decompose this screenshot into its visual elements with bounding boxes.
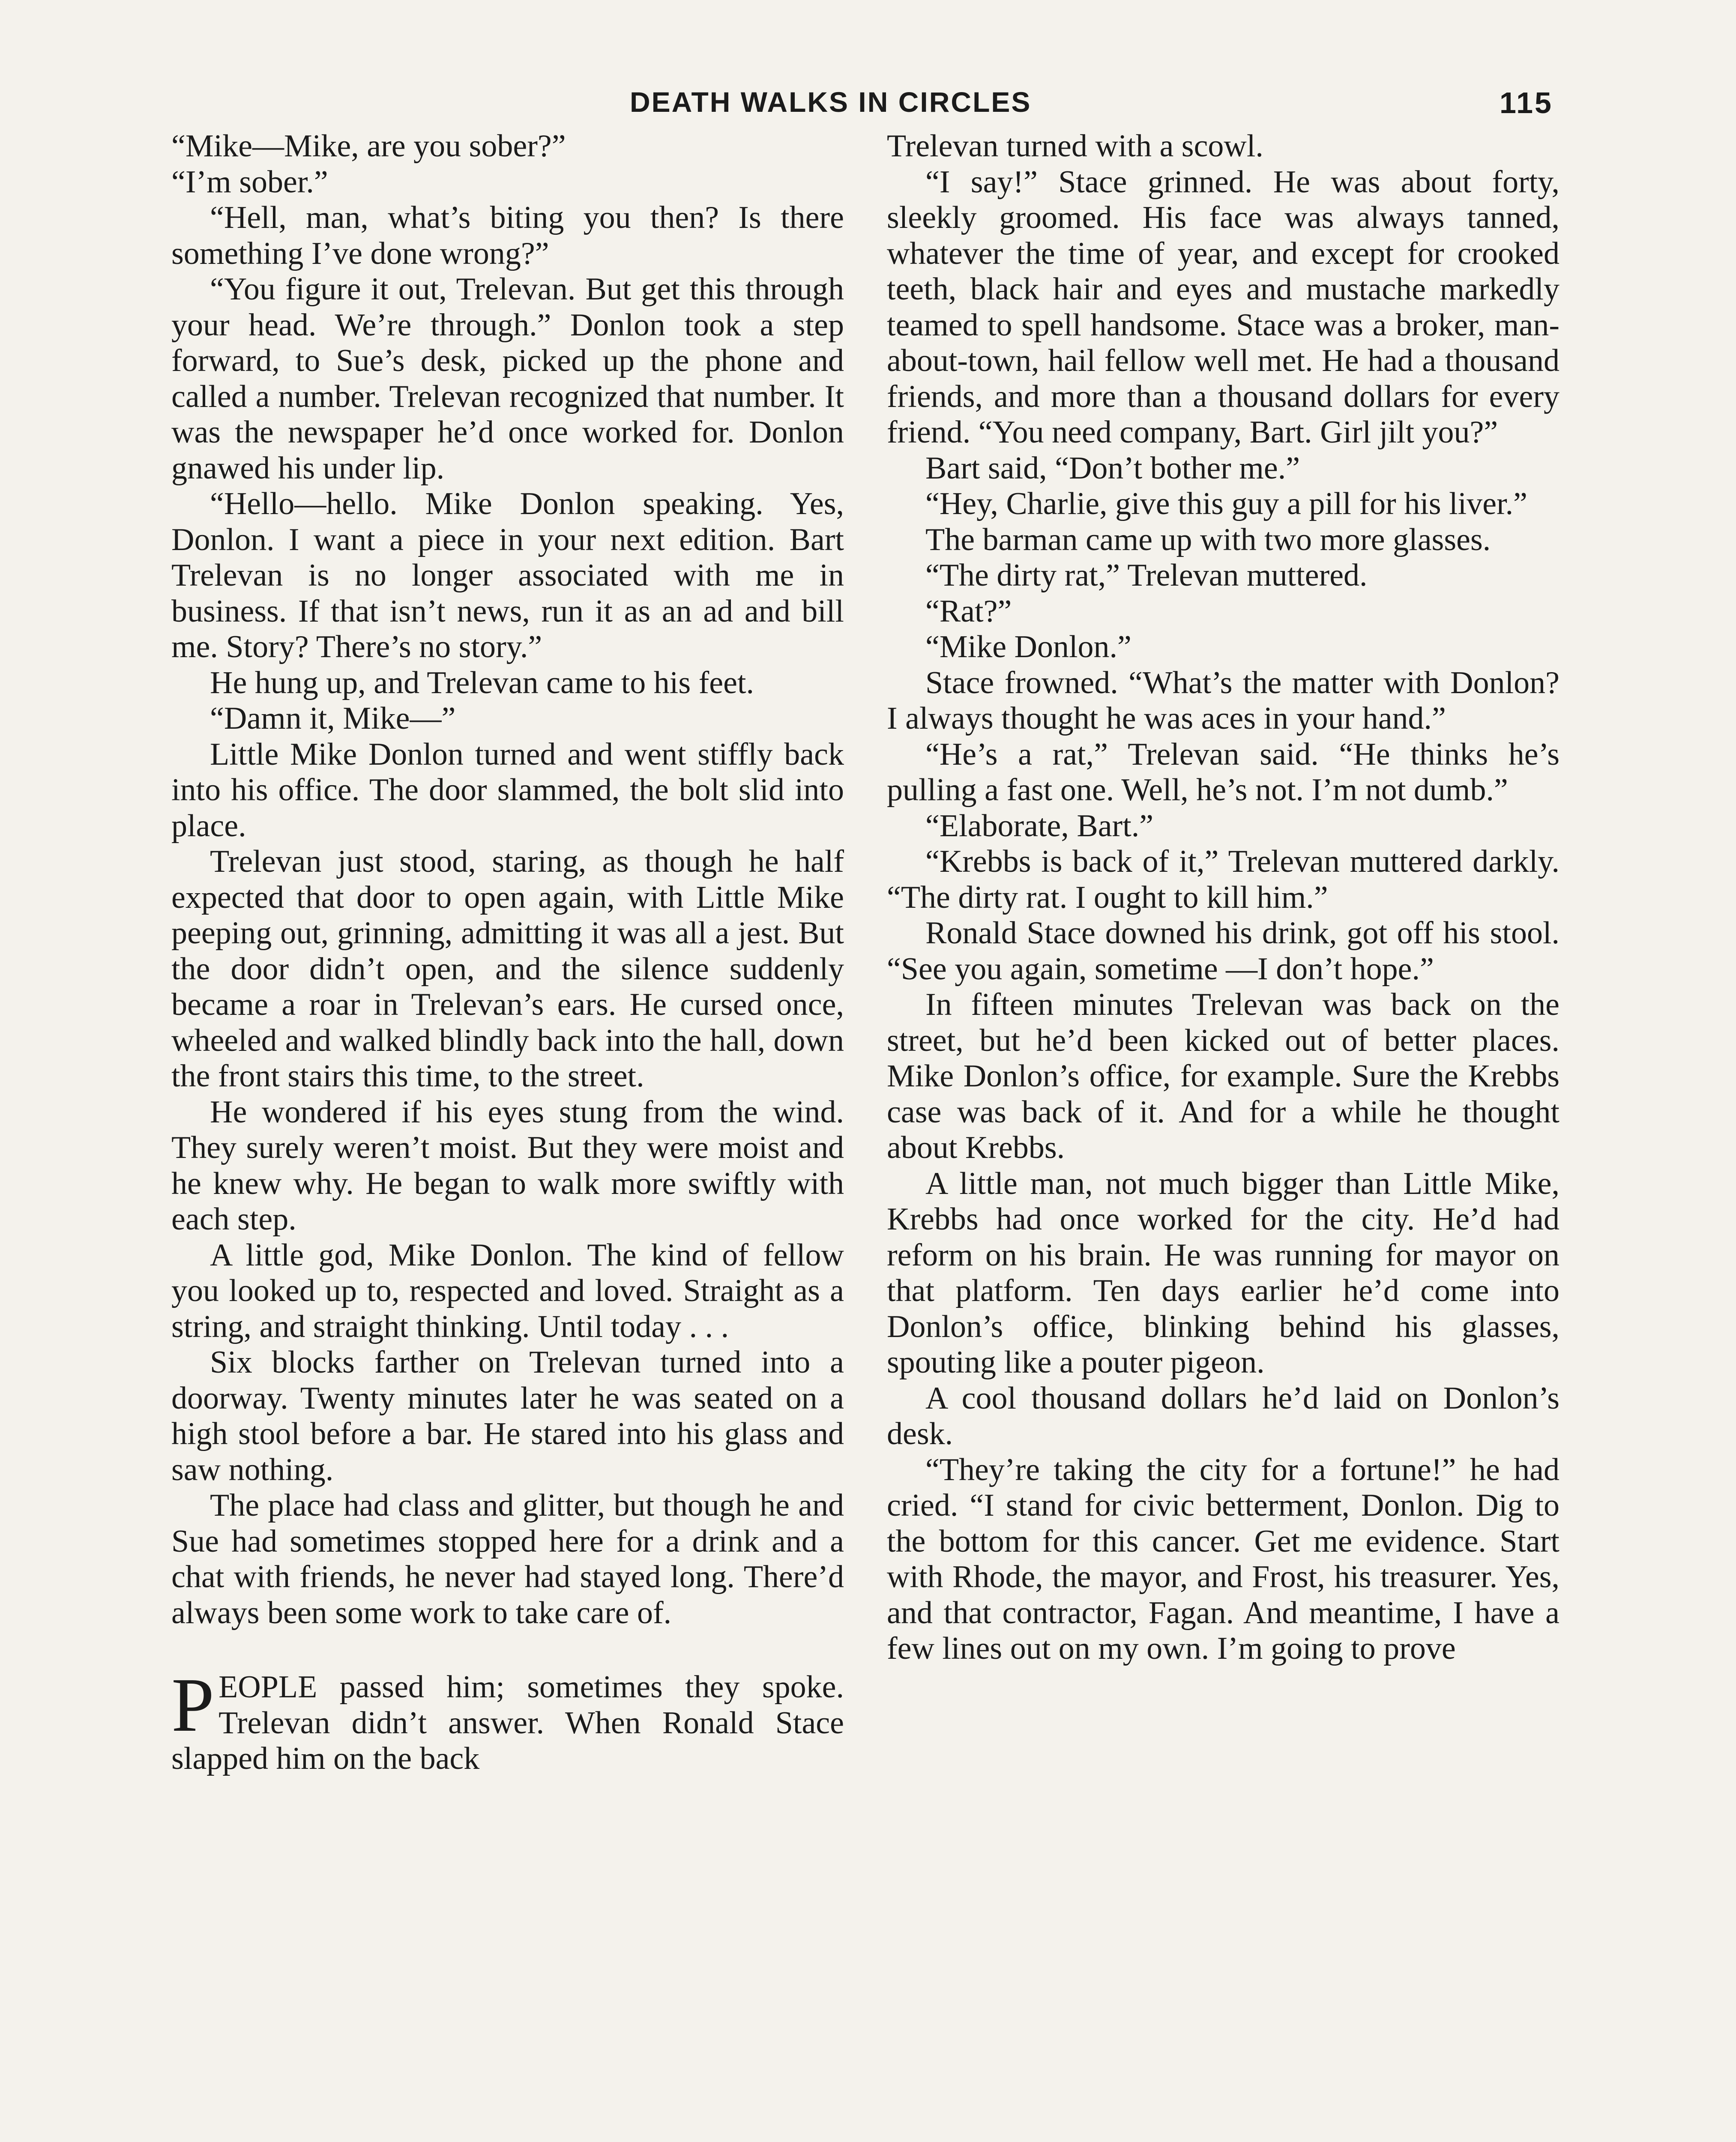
paragraph: “Mike Donlon.”: [925, 629, 1131, 664]
page-header: [0, 86, 1736, 133]
left-column: [171, 129, 844, 1777]
paragraph: Stace frowned. “What’s the matter with Donlon? I always thought he was aces in your hand.”: [887, 665, 1559, 736]
dropcap-lead: EOPLE: [218, 1669, 317, 1705]
paragraph: Trelevan just stood, staring, as though he half expected that door to open again, with Little Mike peeping out, grinning, admitting it was all a jest. But the door didn’t open, and the silence suddenly became a roar in Trelevan’s ears. He cursed once, wheeled and walked blindly back into the hall, down the front stairs this time, to the street.: [171, 844, 844, 1094]
drop-cap: P: [171, 1662, 215, 1747]
paragraph: Bart said, “Don’t bother me.”: [925, 450, 1300, 486]
dropcap-paragraph: [171, 1662, 844, 1777]
paragraph: A little man, not much bigger than Little Mike, Krebbs had once worked for the city. He’d had reform on his brain. He was running for mayor on that platform. Ten days earlier he’d come into Donlon’s office, blinking behind his glasses, spouting like a pouter pigeon.: [887, 1166, 1559, 1380]
right-column: [887, 129, 1559, 1667]
paragraph: The barman came up with two more glasses.: [925, 522, 1491, 557]
paragraph: “Hello—hello. Mike Donlon speaking. Yes, Donlon. I want a piece in your next edition. Bart Trelevan is no longer associated with me in business. If that isn’t news, run it as an ad and bill me. Story? There’s no story.”: [171, 486, 844, 664]
paragraph: He wondered if his eyes stung from the wind. They surely weren’t moist. But they were moist and he knew why. He began to walk more swiftly with each step.: [171, 1094, 844, 1237]
paragraph: “I say!” Stace grinned. He was about forty, sleekly groomed. His face was always tanned, whatever the time of year, and except for crooked teeth, black hair and eyes and mustache markedly teamed to spell handsome. Stace was a broker, man-about-town, hail fellow well met. He had a thousand friends, and more than a thousand dollars for every friend. “You need company, Bart. Girl jilt you?”: [887, 164, 1559, 450]
paragraph: The place had class and glitter, but though he and Sue had sometimes stopped here for a drink and a chat with friends, he never had stayed long. There’d always been some work to take care of.: [171, 1488, 844, 1630]
paragraph: “They’re taking the city for a fortune!” he had cried. “I stand for civic betterment, Donlon. Dig to the bottom for this cancer. Get me evidence. Start with Rhode, the mayor, and Frost, his treasurer. Yes, and that contractor, Fagan. And meantime, I have a few lines out on my own. I’m going to prove: [887, 1452, 1559, 1666]
paragraph: “Mike—Mike, are you sober?”: [171, 129, 566, 164]
paragraph: A cool thousand dollars he’d laid on Donlon’s desk.: [887, 1380, 1559, 1451]
paragraph: “You figure it out, Trelevan. But get this through your head. We’re through.” Donlon took a step forward, to Sue’s desk, picked up the phone and called a number. Trelevan recognized that number. It was the newspaper he’d once worked for. Donlon gnawed his under lip.: [171, 272, 844, 486]
page-number: 115: [1500, 86, 1553, 120]
paragraph: Trelevan turned with a scowl.: [887, 129, 1263, 164]
paragraph: Ronald Stace downed his drink, got off his stool. “See you again, sometime —I don’t hope.”: [887, 915, 1559, 987]
paragraph: He hung up, and Trelevan came to his feet.: [210, 665, 754, 700]
paragraph: “I’m sober.”: [171, 164, 328, 200]
paragraph: Little Mike Donlon turned and went stiffly back into his office. The door slammed, the bolt slid into place.: [171, 736, 844, 844]
paragraph: “Hell, man, what’s biting you then? Is there something I’ve done wrong?”: [171, 200, 844, 271]
dropcap-text: passed him; sometimes they spoke. Trelevan didn’t answer. When Ronald Stace slapped him on the back: [171, 1669, 844, 1776]
paragraph: “Elaborate, Bart.”: [925, 808, 1154, 844]
paragraph: “Hey, Charlie, give this guy a pill for his liver.”: [925, 486, 1527, 521]
paragraph: “The dirty rat,” Trelevan muttered.: [925, 558, 1368, 593]
paragraph: “He’s a rat,” Trelevan said. “He thinks he’s pulling a fast one. Well, he’s not. I’m not dumb.”: [887, 736, 1559, 808]
paragraph: “Rat?”: [925, 593, 1012, 629]
paragraph: “Damn it, Mike—”: [210, 701, 456, 736]
running-title: DEATH WALKS IN CIRCLES: [630, 86, 1032, 118]
paragraph: In fifteen minutes Trelevan was back on the street, but he’d been kicked out of better places. Mike Donlon’s office, for example. Sure the Krebbs case was back of it. And for a while he thought about Krebbs.: [887, 987, 1559, 1165]
paragraph: “Krebbs is back of it,” Trelevan muttered darkly. “The dirty rat. I ought to kill him.”: [887, 844, 1559, 915]
paragraph: Six blocks farther on Trelevan turned into a doorway. Twenty minutes later he was seated on a high stool before a bar. He stared into his glass and saw nothing.: [171, 1345, 844, 1487]
paragraph: A little god, Mike Donlon. The kind of fellow you looked up to, respected and loved. Straight as a string, and straight thinking. Until today . . .: [171, 1237, 844, 1344]
